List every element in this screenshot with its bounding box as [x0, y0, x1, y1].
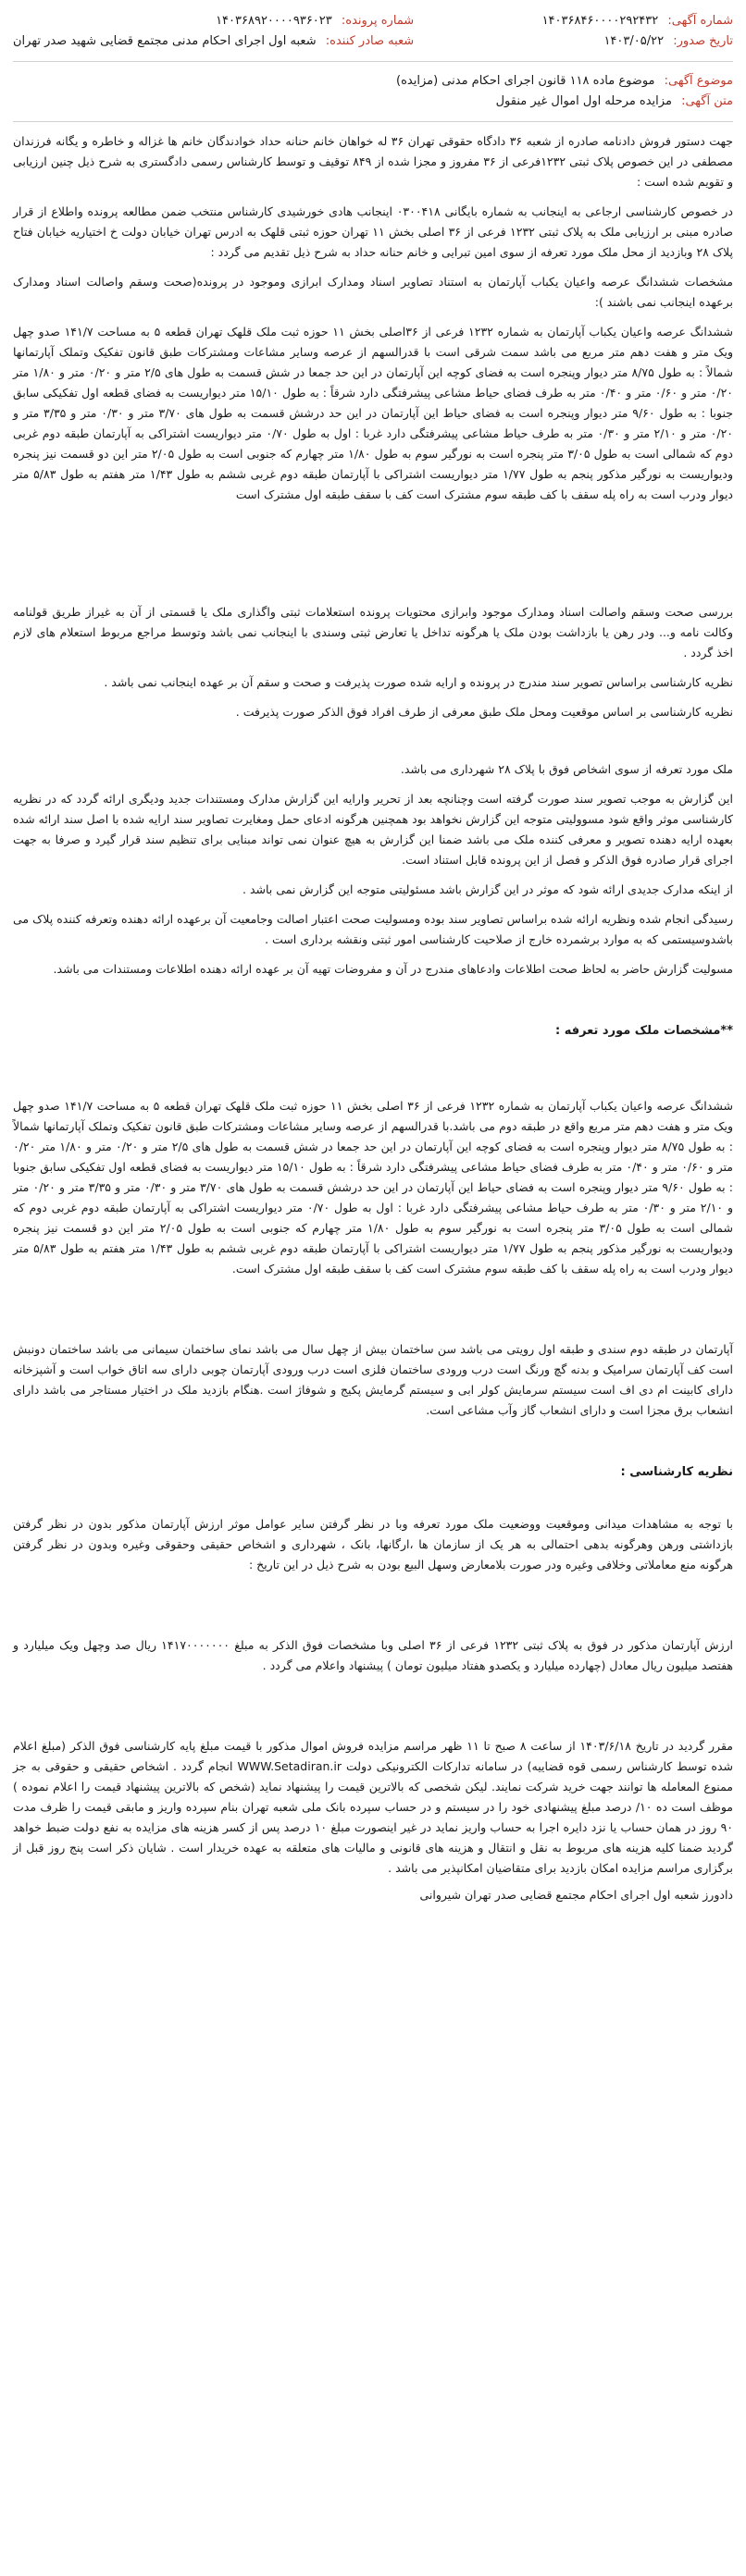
paragraph-location-basis: نظریه کارشناسی بر اساس موقعیت ومحل ملک طبق معرفی از طرف افراد فوق الذکر صورت پذیرفت .	[235, 705, 733, 719]
paragraph-info-responsibility: مسولیت گزارش حاضر به لحاظ صحت اطلاعات وادعاهای مندرج در آن و مفروضات تهیه آن بر عهده ارائه دهنده اطلاعات ومستندات می باشد.	[53, 962, 733, 976]
spacer	[13, 1584, 733, 1635]
case-number-row	[13, 11, 414, 31]
ad-number: ۱۴۰۳۶۸۴۶۰۰۰۰۲۹۲۴۳۲	[541, 14, 659, 28]
subject-label: موضوع آگهی:	[664, 74, 733, 88]
ad-number-row	[542, 11, 733, 31]
ad-number-label: شماره آگهی:	[667, 14, 733, 28]
paragraph-new-documents: از اینکه مدارک جدیدی ارائه شود که موثر در این گزارش باشد مسئولیتی متوجه این گزارش نمی باشد .	[242, 882, 733, 896]
paragraph-sale-order: جهت دستور فروش دادنامه صادره از شعبه ۳۶ دادگاه حقوقی تهران ۳۶ له خواهان خانم حنانه حداد خوادندگان خانم ها غزاله و خاطره و یگانه فرزندان مصطفی در این خصوص پلاک ثبتی ۱۲۳۲فرعی از ۳۶ مفروز و مجزا شده از ۸۴۹ توقیف و توسط کارشناس رسمی دادگستری به شرح ذیل چنین ارزیابی و تقویم شده است :	[13, 134, 734, 189]
spacer	[13, 1045, 733, 1096]
property-spec-heading: **مشخصات ملک مورد تعرفه :	[554, 1024, 733, 1038]
ad-header	[13, 11, 733, 52]
spacer	[13, 1685, 733, 1736]
paragraph-expert-referral: در خصوص کارشناسی ارجاعی به اینجانب به شماره بایگانی ۰۳۰۰۴۱۸ اینجانب هادی خورشیدی کارشناس منتخب ضمن مطالعه پرونده واطلاع از قرار صادره مبنی بر ارزیابی ملک به پلاک ثبتی ۱۲۳۲ فرعی از ۳۶ اصلی بخش ۱۱ تهران حوزه ثبتی قلهک به ادرس تهران خیابان دولت خ اختیاریه خیابان فتاح پلاک ۲۸ وبازدید از محل ملک مورد تعرفه از سوی امین تبرایی و خانم حنانه حداد به شرح ذیل تقدیم می گردد :	[13, 204, 733, 259]
paragraph-valuation-basis: با توجه به مشاهدات میدانی وموقعیت ووضعیت ملک مورد تعرفه وبا در نظر گرفتن سایر عوامل موثر ارزش آپارتمان مذکور بدون در نظر گرفتن بازداشتی ورهن وهرگونه بدهی احتمالی به هر یک از سازمان ها ،ارگانها، بانک ، شهرداری و اشخاص حقیقی وحقوقی وغیره وبدون در نظر گرفتن هرگونه منع معاملاتی وخلافی وغیره ودر صورت بلامعارض وسهل البیع بودن به شرح ذیل در این تاریخ :	[13, 1517, 733, 1571]
header-divider	[13, 61, 733, 62]
paragraph-auction-terms: مقرر گردید در تاریخ ۱۴۰۳/۶/۱۸ از ساعت ۸ صبح تا ۱۱ ظهر مراسم مزایده فروش اموال مذکور با قیمت مبلغ پایه کارشناسی فوق الذکر (مبلغ اعلام شده توسط کارشناس رسمی قوه قضاییه) در سامانه تدارکات الکترونیکی دولت WWW.Setadiran.ir انجام گردد . اشخاص حقیقی و حقوقی به جز ممنوع المعامله ها توانند جهت خرید شرکت نمایند. لیکن شخصی که بالاترین قیمت را پیشنهاد نماید (شخص که بالاترین پیشنهاد قیمت را اعلام نموده ) موظف است ده ۱۰/ درصد مبلغ پیشنهادی خود را در سیستم و در حساب سپرده بانک ملی شعبه تهران بنام سپرده واریز و مابقی قیمت را ظرف مدت ۹۰ روز در همان حساب یا نزد دایره اجرا به حساب واریز نماید در غیر اینصورت مبلغ ۱۰ درصد پس از کسر هزینه های مزایده به نفع دولت ضبط خواهد گردید ضمنا کلیه هزینه های مربوط به نقل و انتقال و هزینه های قانونی و مالیات های متعلقه به عهده خریدار است . شایان ذکر است پنج روز قبل از برگزاری مراسم مزایده امکان بازدید برای متقاضیان امکانپذیر می باشد .	[13, 1739, 734, 1875]
paragraph-property-boundaries: ششدانگ عرصه واعیان یکباب آپارتمان به شماره ۱۲۳۲ فرعی از ۳۶اصلی بخش ۱۱ حوزه ثبت ملک قلهک تهران قطعه ۵ به مساحت ۱۴۱/۷ صدو چهل ویک متر و هفت دهم متر مربع می باشد سمت شرقی است با قدرالسهم از عرصه وسایر مشاعات ومشترکات طبق قانون تفکیک وتملک آپارتمانها شمالاً : به طول ۸/۷۵ متر دیوار وپنجره است به فضای کوچه این آپارتمان در این حد جمعا در شش قسمت به طول های ۲/۵ متر و ۰/۲۰ متر و ۱/۸۰ متر ۰/۲۰ متر و ۰/۶۰ متر و ۰/۴۰ متر به طرف فضای حیاط مشاعی پیشرفتگی دارد شرقاً : به طول ۱۵/۱۰ متر دیواریست به فضای قطعه اول تفکیکی سابق جنوبا : به طول ۹/۶۰ متر دیوار وپنجره است به فضای حیاط این آپارتمان در این حد درشش قسمت به طول های ۳/۷۰ متر و ۰/۳۰ متر و ۳/۳۵ متر و ۰/۲۰ متر و ۲/۱۰ متر و ۰/۳۰ متر به طرف حیاط مشاعی پیشرفتگی دارد غربا : اول به طول ۰/۷۰ متر دیواریست اشتراکی به آپارتمان طبقه دوم غربی دوم که شمالی است به طول ۳/۰۵ متر پنجره است به نورگیر سوم به طول ۱/۸۰ متر چهارم که جنوبی است به طول ۲/۰۵ متر این دو قسمت نیز پنجره ودیواریست به نورگیر مذکور پنجم به طول ۱/۷۷ متر دیواریست اشتراکی با آپارتمان طبقه دوم غربی ششم به طول ۱/۴۳ متر هفتم به طول ۵/۸۳ متر دیوار ودرب است به راه پله سقف با کف طبقه سوم مشترک است کف با سقف طبقه اول مشترک است	[13, 325, 733, 501]
issue-date: ۱۴۰۳/۰۵/۲۲	[603, 34, 665, 48]
subject-text: موضوع ماده ۱۱۸ قانون اجرای احکام مدنی (مزایده)	[396, 74, 655, 88]
spacer	[13, 732, 733, 759]
body-label: متن آگهی:	[681, 94, 733, 108]
body-label-row	[13, 92, 733, 112]
spacer	[13, 989, 733, 1017]
paragraph-deed-basis: نظریه کارشناسی براساس تصویر سند مندرج در پرونده و ارایه شده صورت پذیرفت و صحت و سقم آن بر عهده اینجانب نمی باشد .	[104, 675, 733, 689]
paragraph-building-description: آپارتمان در طبقه دوم سندی و طبقه اول رویتی می باشد سن ساختمان بیش از چهل سال می باشد نمای ساختمان سیمانی می باشد ساختمان دونبش است کف آپارتمان سرامیک و بدنه گچ ورنگ است درب ورودی ساختمان فلزی است درب ورودی آپارتمان چوبی دارای سه اتاق خواب است و آشپزخانه دارای کابینت ام دی اف است سیستم سرمایش کولر ابی و سیستم گرمایش پکیج و شوفاژ است .هنگام بازدید ملک در اختیار مستاجر می باشد دارای انشعاب برق مجزا است و دارای انشعاب گاز وآب مشاعی است.	[13, 1342, 733, 1417]
signature: دادورز شعبه اول اجرای احکام مجتمع قضایی صدر تهران شیروانی	[419, 1888, 733, 1902]
paragraph-plate-number: ملک مورد تعرفه از سوی اشخاص فوق با پلاک ۲۸ شهرداری می باشد.	[400, 762, 733, 776]
case-number-label: شماره پرونده:	[341, 14, 415, 28]
branch-label: شعبه صادر کننده:	[325, 34, 415, 48]
paragraph-property-spec: ششدانگ عرصه واعیان یکباب آپارتمان به شماره ۱۲۳۲ فرعی از ۳۶ اصلی بخش ۱۱ حوزه ثبت ملک قلهک تهران قطعه ۵ به مساحت ۱۴۱/۷ صدو چهل ویک متر و هفت دهم متر مربع واقع در طبقه دوم می باشد.با قدرالسهم از عرصه وسایر مشاعات ومشترکات طبق قانون تفکیک وتملک آپارتمانها شمالاً : به طول ۸/۷۵ متر دیوار وپنجره است به فضای کوچه این آپارتمان در این حد جمعا در شش قسمت به طول های ۲/۵ متر و ۰/۲۰ متر و ۱/۸۰ متر ۰/۲۰ متر و ۰/۶۰ متر و ۰/۴۰ متر به طرف فضای حیاط مشاعی پیشرفتگی دارد شرقاً : به طول ۱۵/۱۰ متر دیواریست به فضای قطعه اول تفکیکی سابق جنوبا : به طول ۹/۶۰ متر دیوار وپنجره است به فضای حیاط این آپارتمان در این حد درشش قسمت به طول های ۳/۷۰ متر و ۰/۳۰ متر و ۳/۳۵ متر و ۰/۲۰ متر و ۲/۱۰ متر و ۰/۳۰ متر به طرف حیاط مشاعی پیشرفتگی دارد غربا : اول به طول ۰/۷۰ متر دیواریست اشتراکی به آپارتمان طبقه دوم غربی دوم که شمالی است به طول ۳/۰۵ متر پنجره است به نورگیر سوم به طول ۱/۸۰ متر چهارم که جنوبی است به طول ۲/۰۵ متر این دو قسمت نیز پنجره ودیواریست به نورگیر مذکور پنجم به طول ۱/۷۷ متر دیواریست اشتراکی با آپارتمان طبقه دوم غربی ششم به طول ۱/۴۳ متر هفتم به طول ۵/۸۳ متر دیوار ودرب است به راه پله سقف با کف طبقه سوم مشترک است کف با سقف طبقه اول مشترک است.	[13, 1099, 733, 1276]
expert-opinion-heading: نظریه کارشناسی :	[620, 1465, 733, 1479]
header-right-column	[542, 11, 733, 52]
paragraph-report-liability: این گزارش به موجب تصویر سند صورت گرفته است وچنانچه بعد از تحریر وارایه این گزارش مدارک ومستندات جدید ودیگری ارائه گردد که در نظریه کارشناسی موثر واقع شود مسوولیتی متوجه این گزارش نخواهد بود همچنین هرگونه ادعای حمل ومغایرت تصاویر سند ارایه شده با اصل سند ارائه شده بعهده ارایه دهنده تصویر و معرفی کننده ملک می باشد ضمنا این گزارش به هیچ عنوان نمی تواند مبنایی برای تنظیم سند قرار گیرد و صرفا به جهت اجرای قرار صادره فوق الذکر و فصل از این پرونده قابل استناد است.	[13, 792, 733, 867]
subject-divider	[13, 121, 733, 122]
paragraph-valuation-amount: ارزش آپارتمان مذکور در فوق به پلاک ثبتی ۱۲۳۲ فرعی از ۳۶ اصلی وبا مشخصات فوق الذکر به مبلغ ۱۴۱۷۰۰۰۰۰۰۰ ریال صد وچهل ویک میلیارد و هفتصد میلیون ریال معادل (چهارده میلیارد و یکصدو هفتاد میلیون تومان ) پیشنهاد واعلام می گردد .	[13, 1638, 733, 1672]
spacer	[13, 1430, 733, 1458]
ad-title: مزایده مرحله اول اموال غیر منقول	[495, 94, 672, 108]
issue-date-row	[542, 31, 733, 52]
issue-date-label: تاریخ صدور:	[673, 34, 733, 48]
subject-row	[13, 71, 733, 92]
branch-row	[13, 31, 414, 52]
spacer	[13, 514, 733, 602]
spacer	[13, 1288, 733, 1339]
paragraph-document-disclaimer: مشخصات ششدانگ عرصه واعیان یکباب آپارتمان به استناد تصاویر اسناد ومدارک ابرازی وموجود در پرونده(صحت وسقم واصالت اسناد ومدارک برعهده اینجانب نمی باشند ):	[13, 275, 733, 309]
branch: شعبه اول اجرای احکام مدنی مجتمع قضایی شهید صدر تهران	[13, 34, 317, 48]
paragraph-review-responsibility: رسیدگی انجام شده ونظریه ارائه شده براساس تصاویر سند بوده ومسولیت صحت اعتبار اصالت وجامعیت آن برعهده ارائه دهنده وتعرفه کننده پلاک می باشدوسیستمی که به موارد برشمرده خارج از صلاحیت کارشناسی امور ثبتی ونقشه برداری است .	[13, 912, 733, 946]
header-left-column	[13, 11, 414, 52]
spacer	[13, 1486, 733, 1514]
case-number: ۱۴۰۳۶۸۹۲۰۰۰۰۹۳۶۰۲۳	[216, 14, 332, 28]
paragraph-verification: بررسی صحت وسقم واصالت اسناد ومدارک موجود وابرازی محتویات پرونده استعلامات ثبتی واگذاری ملک یا قسمتی از آن به غیراز طریق قولنامه وکالت نامه و... ودر رهن یا بازداشت بودن ملک یا هرگونه تداخل یا تعارض ثبتی وسندی با اینجانب نمی باشد وتوسط مراجع مربوط استعلام های لازم اخذ گردد .	[13, 605, 733, 659]
